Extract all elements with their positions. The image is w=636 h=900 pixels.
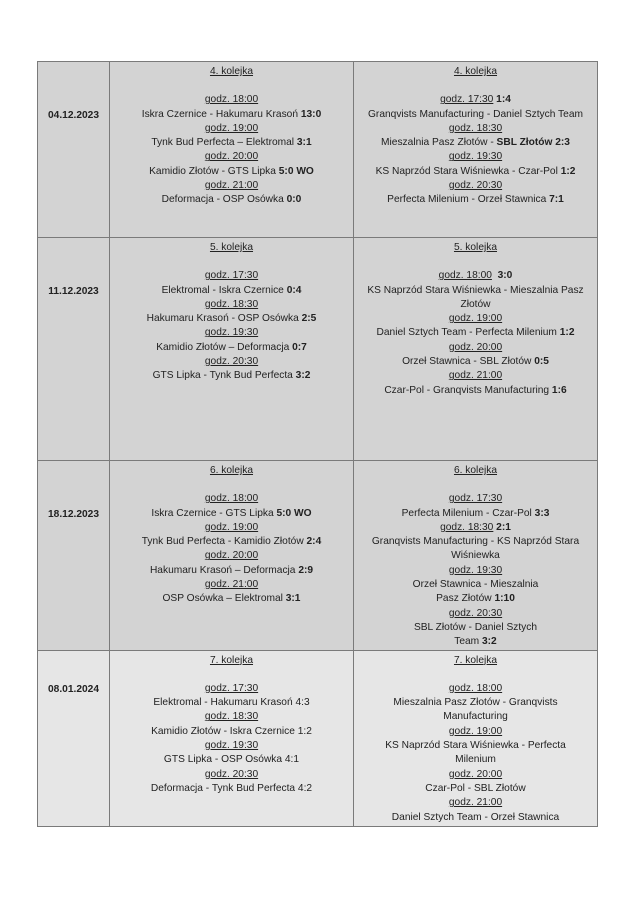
match-time: godz. 19:30 <box>204 327 259 339</box>
match-score: 0:7 <box>292 341 307 353</box>
match-time-line <box>110 355 353 369</box>
match-score: SBL Złotów 2:3 <box>496 137 570 149</box>
date-cell <box>38 62 110 238</box>
match-line <box>354 753 597 767</box>
match-score: 0:4 <box>286 284 302 296</box>
match-line <box>354 592 597 606</box>
match-time: godz. 18:30 <box>204 711 259 723</box>
right-cell <box>354 238 598 461</box>
match-time: godz. 21:00 <box>448 797 503 809</box>
match-teams: Perfecta Milenium - Czar-Pol <box>401 507 535 519</box>
match-time-line <box>110 739 353 753</box>
match-teams: Perfecta Milenium - Orzeł Stawnica <box>387 194 550 206</box>
match-time: godz. 18:00 <box>204 493 259 505</box>
match-score: 2:4 <box>306 536 322 548</box>
match-time-line <box>110 710 353 724</box>
match-teams: Manufacturing <box>443 711 508 723</box>
match-teams: SBL Złotów - Daniel Sztych <box>413 621 538 633</box>
match-teams: Iskra Czernice - Hakumaru Krasoń <box>141 108 301 120</box>
match-score: 3:0 <box>491 270 513 282</box>
match-time-line <box>110 521 353 535</box>
match-score: 3:3 <box>534 507 550 519</box>
match-time: godz. 21:00 <box>448 370 503 382</box>
match-time: godz. 20:30 <box>448 607 503 619</box>
match-line <box>110 592 353 606</box>
match-teams: Tynk Bud Perfecta – Elektromal <box>151 137 297 149</box>
match-line <box>354 696 597 710</box>
match-line <box>354 710 597 724</box>
match-line <box>110 312 353 326</box>
match-time: godz. 18:00 <box>204 94 259 106</box>
match-score: 1:2 <box>560 165 576 177</box>
match-teams: Deformacja - Tynk Bud Perfecta 4:2 <box>150 782 313 794</box>
round-heading: 4. kolejka <box>209 66 254 77</box>
match-date: 11.12.2023 <box>48 286 99 297</box>
match-time: godz. 21:00 <box>204 180 259 192</box>
match-teams: Orzeł Stawnica - Mieszalnia <box>412 579 539 591</box>
match-time-line <box>354 122 597 136</box>
match-score: 2:1 <box>493 521 511 533</box>
match-time: godz. 17:30 <box>440 94 494 106</box>
match-time: godz. 20:00 <box>204 151 259 163</box>
match-time-line <box>110 269 353 283</box>
match-teams: Orzeł Stawnica - SBL Złotów <box>402 356 535 368</box>
match-time-line <box>354 768 597 782</box>
match-time-line <box>110 122 353 136</box>
match-time-line <box>354 269 597 283</box>
match-time-line <box>110 549 353 563</box>
match-time-line <box>110 492 353 506</box>
date-cell <box>38 238 110 461</box>
match-time: godz. 18:30 <box>448 122 503 134</box>
round-heading: 7. kolejka <box>209 654 254 666</box>
match-teams: Pasz Złotów <box>436 593 495 605</box>
date-cell <box>38 650 110 826</box>
match-line <box>110 725 353 739</box>
match-time: godz. 19:30 <box>448 151 503 163</box>
match-teams: Daniel Sztych Team - Perfecta Milenium <box>376 327 560 339</box>
match-time-line <box>354 150 597 164</box>
match-score: 13:0 <box>300 108 322 120</box>
match-teams: Elektromal - Iskra Czernice <box>161 284 287 296</box>
match-teams: Hakumaru Krasoń – Deformacja <box>149 564 299 576</box>
match-teams: KS Naprzód Stara Wiśniewka - Mieszalnia Pasz <box>367 284 584 296</box>
match-teams: Team <box>454 636 482 648</box>
match-teams: Kamidio Złotów – Deformacja <box>156 341 293 353</box>
match-teams: OSP Osówka – Elektromal <box>162 593 286 605</box>
round-heading: 6. kolejka <box>209 465 254 476</box>
match-time-line <box>110 326 353 340</box>
match-line <box>354 782 597 796</box>
round-heading: 7. kolejka <box>453 654 498 666</box>
match-date: 18.12.2023 <box>48 509 99 520</box>
match-teams: Mieszalnia Pasz Złotów - <box>381 137 497 149</box>
match-time-line <box>354 341 597 355</box>
round-heading: 6. kolejka <box>453 465 498 476</box>
match-line <box>354 136 597 150</box>
match-score: 5:0 WO <box>276 507 312 519</box>
match-score: 3:1 <box>296 137 312 149</box>
table-row <box>38 62 598 238</box>
match-line <box>354 507 597 521</box>
match-line <box>110 341 353 355</box>
right-cell <box>354 461 598 651</box>
match-line <box>354 635 597 649</box>
match-score: 1:10 <box>494 593 515 605</box>
match-line <box>354 811 597 825</box>
match-teams: KS Naprzód Stara Wiśniewka - Perfecta <box>385 740 566 752</box>
match-score: 2:9 <box>298 564 314 576</box>
match-score: 2:5 <box>301 313 317 325</box>
match-line <box>354 355 597 369</box>
match-line <box>354 326 597 340</box>
match-line <box>354 165 597 179</box>
match-time: godz. 19:00 <box>448 313 503 325</box>
match-score: 7:1 <box>549 194 564 206</box>
match-teams: GTS Lipka - OSP Osówka 4:1 <box>163 754 300 766</box>
match-line <box>110 564 353 578</box>
match-line <box>110 165 353 179</box>
match-teams: Czar-Pol - SBL Złotów <box>425 782 526 794</box>
match-time: godz. 20:30 <box>204 768 259 780</box>
match-line <box>354 578 597 592</box>
match-time: godz. 20:30 <box>204 356 259 368</box>
match-time-line <box>354 521 597 535</box>
left-cell <box>110 62 354 238</box>
match-line <box>110 696 353 710</box>
match-score: 3:2 <box>482 636 497 648</box>
table-row <box>38 461 598 651</box>
round-heading: 4. kolejka <box>453 66 498 77</box>
match-time: godz. 17:30 <box>448 493 503 505</box>
match-time-line <box>354 725 597 739</box>
match-teams: Czar-Pol - Granqvists Manufacturing <box>384 384 552 396</box>
match-line <box>110 136 353 150</box>
match-time: godz. 19:00 <box>204 122 259 134</box>
match-time: godz. 21:00 <box>204 579 259 591</box>
match-teams: Milenium <box>455 754 496 766</box>
left-cell <box>110 238 354 461</box>
match-line <box>110 369 353 383</box>
match-time-line <box>110 578 353 592</box>
match-time-line <box>354 796 597 810</box>
match-time-line <box>110 93 353 107</box>
match-teams: Iskra Czernice - GTS Lipka <box>151 507 277 519</box>
round-heading: 5. kolejka <box>453 242 498 253</box>
match-time: godz. 17:30 <box>204 270 259 282</box>
match-score: 0:0 <box>286 194 302 206</box>
match-teams: Granqvists Manufacturing - KS Naprzód Stara <box>371 536 580 548</box>
match-line <box>354 284 597 298</box>
match-time: godz. 18:00 <box>438 270 492 282</box>
match-time-line <box>354 312 597 326</box>
match-score: 0:5 <box>534 356 549 368</box>
match-line <box>354 621 597 635</box>
match-line <box>110 108 353 122</box>
match-line <box>110 535 353 549</box>
match-line <box>110 193 353 207</box>
schedule-table <box>37 61 598 827</box>
right-cell <box>354 62 598 238</box>
match-time: godz. 19:00 <box>448 725 503 737</box>
match-time: godz. 18:00 <box>448 682 503 694</box>
match-time-line <box>354 93 597 107</box>
match-score: 5:0 WO <box>278 165 314 177</box>
match-teams: Daniel Sztych Team - Orzeł Stawnica <box>391 811 560 823</box>
match-time: godz. 20:30 <box>448 180 503 192</box>
table-row <box>38 238 598 461</box>
left-cell <box>110 650 354 826</box>
match-time-line <box>354 179 597 193</box>
match-time-line <box>354 369 597 383</box>
match-teams: Granqvists Manufacturing - Daniel Sztych Team <box>368 108 583 120</box>
match-line <box>354 298 597 312</box>
match-time-line <box>110 179 353 193</box>
match-line <box>110 753 353 767</box>
match-line <box>354 535 597 549</box>
match-time-line <box>110 682 353 696</box>
match-time: godz. 20:00 <box>448 768 503 780</box>
match-line <box>354 193 597 207</box>
match-teams: Kamidio Złotów - Iskra Czernice 1:2 <box>151 725 312 737</box>
match-line <box>110 782 353 796</box>
match-teams: Złotów <box>460 298 491 310</box>
round-heading: 5. kolejka <box>209 242 254 253</box>
match-time-line <box>354 564 597 578</box>
match-teams: Elektromal - Hakumaru Krasoń 4:3 <box>153 697 310 709</box>
match-time: godz. 18:30 <box>440 521 494 533</box>
match-time: godz. 18:30 <box>204 298 259 310</box>
match-score: 1:4 <box>493 94 511 106</box>
match-score: 3:1 <box>285 593 301 605</box>
match-score: 3:2 <box>295 370 311 382</box>
match-teams: Tynk Bud Perfecta - Kamidio Złotów <box>141 536 307 548</box>
match-teams: KS Naprzód Stara Wiśniewka - Czar-Pol <box>375 165 561 177</box>
match-time: godz. 20:00 <box>204 550 259 562</box>
match-time-line <box>354 682 597 696</box>
match-line <box>354 108 597 122</box>
left-cell <box>110 461 354 651</box>
date-cell <box>38 461 110 651</box>
match-teams: Hakumaru Krasoń - OSP Osówka <box>146 313 302 325</box>
match-line <box>110 507 353 521</box>
match-date: 04.12.2023 <box>48 110 99 121</box>
match-teams: Deformacja - OSP Osówka <box>161 194 287 206</box>
match-line <box>354 384 597 398</box>
match-teams: Kamidio Złotów - GTS Lipka <box>149 165 279 177</box>
match-teams: GTS Lipka - Tynk Bud Perfecta <box>152 370 296 382</box>
match-line <box>354 549 597 563</box>
match-time: godz. 19:30 <box>448 564 503 576</box>
match-time: godz. 19:00 <box>204 521 259 533</box>
match-time: godz. 17:30 <box>204 682 259 694</box>
match-teams: Wiśniewka <box>451 550 500 562</box>
match-score: 1:6 <box>551 384 567 396</box>
match-time-line <box>354 492 597 506</box>
match-line <box>354 739 597 753</box>
table-row <box>38 650 598 826</box>
match-score: 1:2 <box>559 327 575 339</box>
match-teams: Mieszalnia Pasz Złotów - Granqvists <box>393 697 558 709</box>
match-time-line <box>110 768 353 782</box>
match-line <box>110 284 353 298</box>
match-time-line <box>110 298 353 312</box>
match-time: godz. 20:00 <box>448 341 503 353</box>
match-date: 08.01.2024 <box>48 683 99 695</box>
match-time-line <box>110 150 353 164</box>
match-time-line <box>354 607 597 621</box>
match-time: godz. 19:30 <box>204 740 259 752</box>
right-cell <box>354 650 598 826</box>
